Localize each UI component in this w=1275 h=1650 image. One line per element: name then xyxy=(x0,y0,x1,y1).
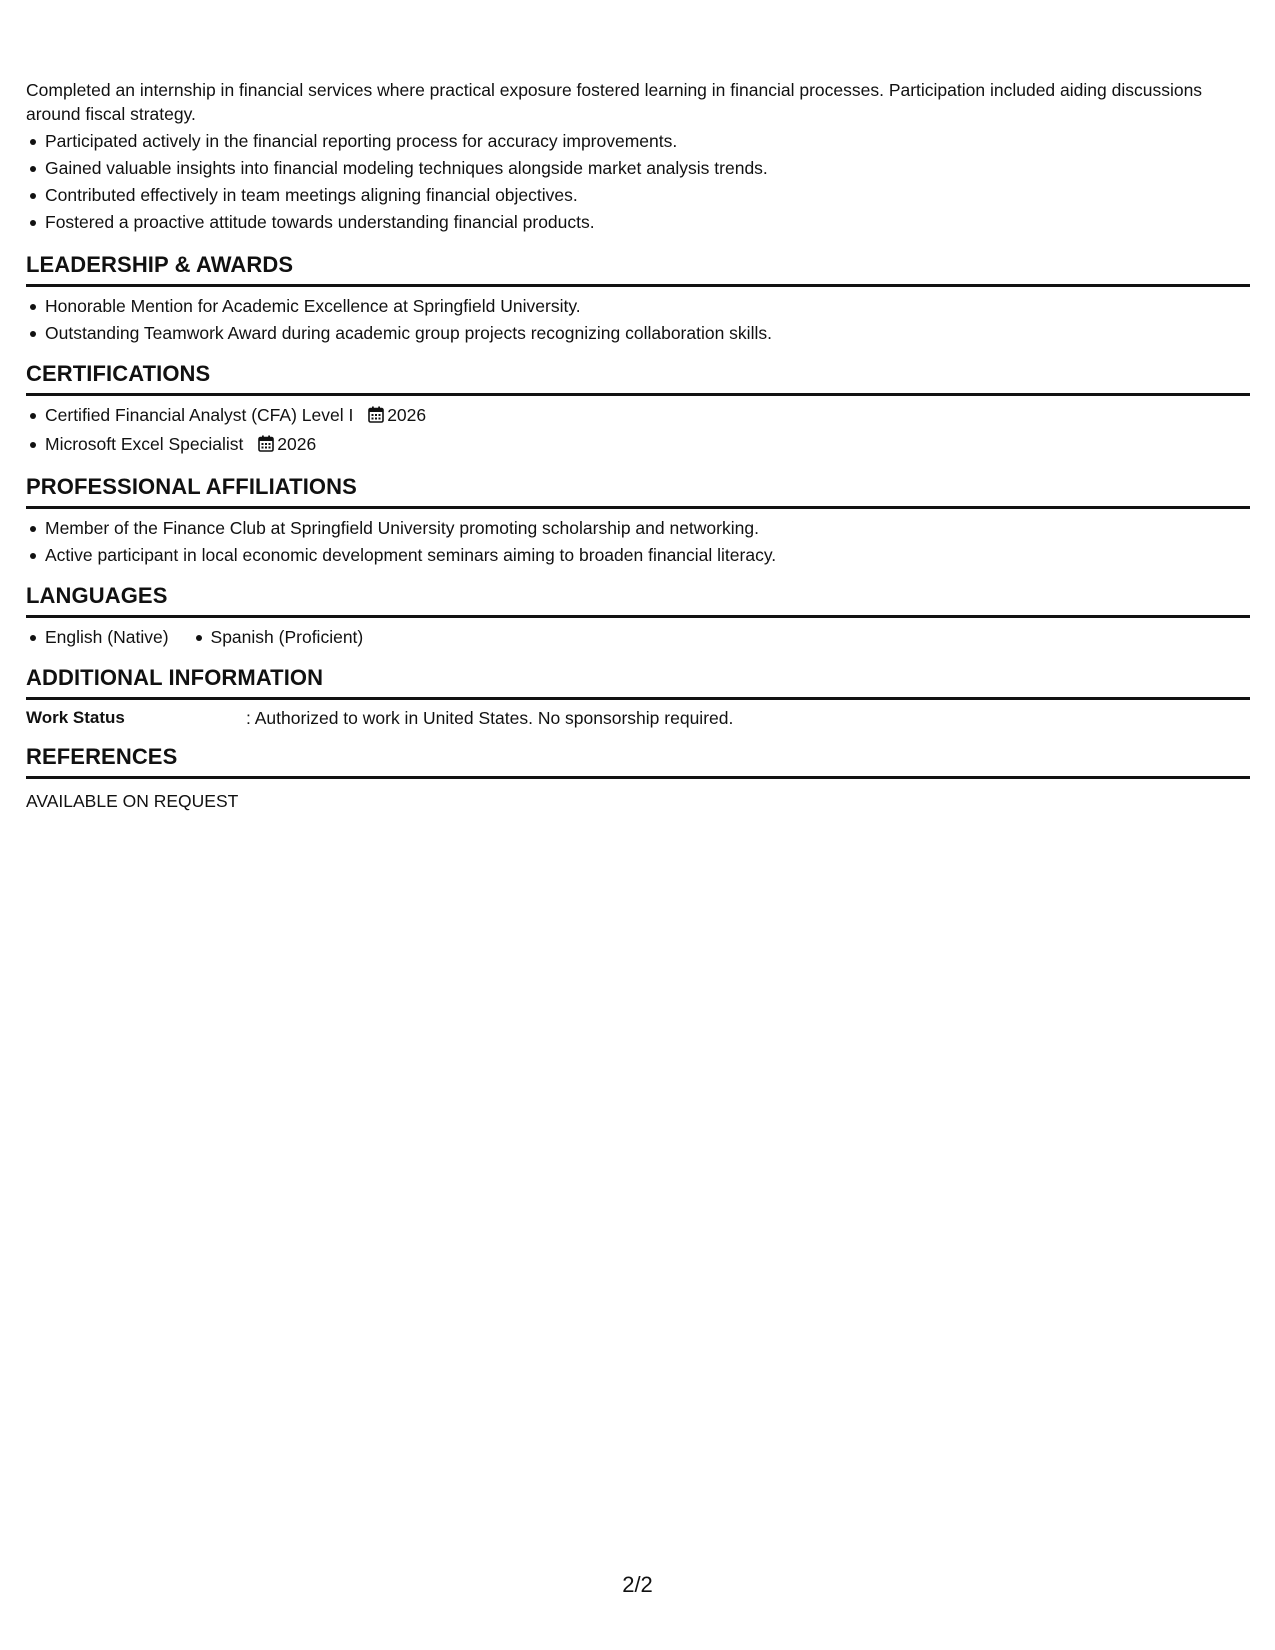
section-heading-leadership: LEADERSHIP & AWARDS xyxy=(26,252,1250,287)
certification-name: Microsoft Excel Specialist xyxy=(45,434,244,454)
language-item: English (Native) xyxy=(45,624,169,651)
resume-page xyxy=(26,78,1250,813)
languages-list xyxy=(26,624,1250,651)
section-heading-languages: LANGUAGES xyxy=(26,583,1250,618)
page-number: 2/2 xyxy=(622,1572,653,1597)
list-item: Outstanding Teamwork Award during academic group projects recognizing collaboration skills. xyxy=(45,320,1250,347)
leadership-section xyxy=(26,252,1250,347)
additional-info-section xyxy=(26,665,1250,730)
list-item: Gained valuable insights into financial modeling techniques alongside market analysis trends. xyxy=(45,155,1250,182)
certification-item xyxy=(45,431,1250,460)
affiliations-list xyxy=(26,515,1250,569)
list-item: Contributed effectively in team meetings aligning financial objectives. xyxy=(45,182,1250,209)
section-heading-additional-info: ADDITIONAL INFORMATION xyxy=(26,665,1250,700)
internship-description: Completed an internship in financial services where practical exposure fostered learning in financial processes. Participation included aiding discussions around fiscal strategy. xyxy=(26,80,1203,124)
leadership-list xyxy=(26,293,1250,347)
calendar-icon xyxy=(368,404,384,431)
references-text: AVAILABLE ON REQUEST xyxy=(26,791,239,811)
languages-section xyxy=(26,583,1250,651)
work-status-value: : Authorized to work in United States. No sponsorship required. xyxy=(246,708,734,728)
certifications-list xyxy=(26,402,1250,460)
work-status-label: Work Status xyxy=(26,708,125,727)
section-heading-references: REFERENCES xyxy=(26,744,1250,779)
list-item: Honorable Mention for Academic Excellence at Springfield University. xyxy=(45,293,1250,320)
list-item: Active participant in local economic development seminars aiming to broaden financial literacy. xyxy=(45,542,1250,569)
certifications-section xyxy=(26,361,1250,460)
calendar-icon xyxy=(258,433,274,460)
section-heading-affiliations: PROFESSIONAL AFFILIATIONS xyxy=(26,474,1250,509)
certification-year: 2026 xyxy=(277,434,317,454)
certification-item xyxy=(45,402,1250,431)
references-section xyxy=(26,744,1250,813)
list-item: Member of the Finance Club at Springfield University promoting scholarship and networking. xyxy=(45,515,1250,542)
list-item: Fostered a proactive attitude towards understanding financial products. xyxy=(45,209,1250,236)
certification-name: Certified Financial Analyst (CFA) Level I xyxy=(45,405,354,425)
work-status-row xyxy=(26,706,1250,730)
internship-bullets xyxy=(26,128,1250,236)
list-item: Participated actively in the financial reporting process for accuracy improvements. xyxy=(45,128,1250,155)
affiliations-section xyxy=(26,474,1250,569)
section-heading-certifications: CERTIFICATIONS xyxy=(26,361,1250,396)
language-item: Spanish (Proficient) xyxy=(211,624,364,651)
certification-year: 2026 xyxy=(387,405,427,425)
